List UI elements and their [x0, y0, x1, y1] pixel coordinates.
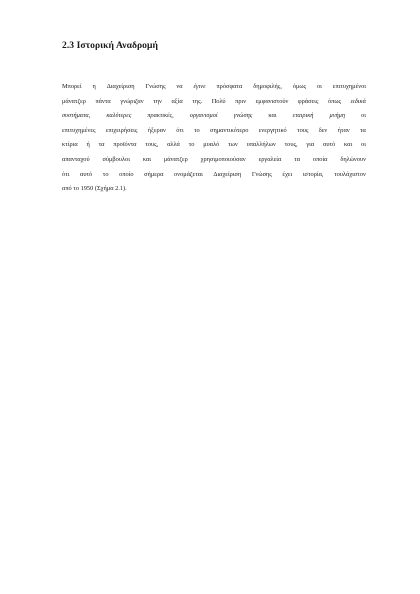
word: πρόσφατα: [216, 83, 243, 90]
word: ενεργητικό: [258, 126, 287, 134]
word: μυαλό: [203, 141, 220, 149]
word: τα: [360, 126, 366, 134]
paragraph-line-5: [62, 138, 366, 153]
word: αυτό: [80, 170, 93, 178]
word: ή: [86, 141, 90, 149]
word: τους: [297, 126, 309, 134]
word: ότι: [176, 126, 184, 134]
word: προϊόντα: [113, 141, 137, 149]
word-italic: καλύτερες: [106, 112, 132, 120]
word: των: [228, 141, 238, 149]
word: δημοφιλής,: [253, 83, 282, 90]
word: οι: [361, 141, 366, 149]
word: το: [193, 126, 200, 134]
word: δηλώνουν: [340, 155, 366, 163]
paragraph-line-1: [62, 80, 366, 95]
word: από το 1950 (Σχήμα 2.1).: [62, 185, 127, 193]
word: ήξεραν: [147, 126, 166, 134]
word: να: [176, 83, 183, 90]
paragraph-line-6: [62, 153, 366, 168]
word: όμως: [292, 83, 307, 90]
word: τους,: [145, 141, 159, 149]
word-italic: ειδικά: [350, 97, 366, 105]
body-paragraph: [62, 80, 366, 197]
section-heading: 2.3 Ιστορική Αναδρομή: [62, 40, 159, 51]
word: ιστορία,: [302, 170, 324, 178]
word: τους,: [284, 141, 298, 149]
word: τα: [98, 141, 105, 149]
word: επιτυχημένες: [62, 126, 96, 134]
paragraph-line-8: [62, 182, 366, 197]
word: σήμερα: [144, 170, 164, 178]
word: ονομάζεται: [173, 170, 203, 178]
word: απανταχού: [62, 155, 90, 163]
word: μάνατζερ: [163, 155, 188, 163]
word: χρησιμοποιούσαν: [200, 155, 246, 163]
word: για: [306, 141, 315, 149]
paragraph-line-7: [62, 168, 366, 183]
word: Γνώσης: [145, 83, 166, 90]
word: αλλά: [167, 141, 180, 149]
word: κτίρια: [62, 141, 78, 149]
word: την: [153, 97, 162, 105]
word-italic: πρακτικές,: [147, 112, 174, 120]
word: και: [344, 141, 353, 149]
word: γνώριζαν: [120, 97, 144, 105]
word: εργαλεία: [258, 155, 282, 163]
word: Διαχείριση: [213, 170, 242, 178]
word: όπως: [327, 97, 342, 105]
word: πριν: [235, 97, 247, 105]
word: οποίο: [119, 170, 134, 178]
word: Πολύ: [211, 97, 226, 105]
paragraph-line-3: [62, 109, 366, 124]
word: επιχειρήσεις: [105, 126, 138, 134]
word-italic: εταιρική: [292, 112, 314, 120]
word: αξία: [171, 97, 183, 105]
word: οποία: [312, 155, 328, 163]
word: και: [268, 112, 277, 120]
word: σύμβουλοι: [102, 155, 130, 163]
word: οι: [316, 83, 322, 90]
paragraph-line-2: [62, 95, 366, 110]
word: ήταν: [337, 126, 350, 134]
word: της.: [192, 97, 203, 105]
word: οι: [361, 112, 366, 120]
word-italic: μνήμη: [329, 112, 346, 120]
word-italic: έγινε: [193, 83, 206, 90]
word: το: [102, 170, 109, 178]
word: τουλάχιστον: [334, 170, 366, 178]
word: επιτυχημένοι: [332, 83, 366, 90]
word: φράσεις: [297, 97, 319, 105]
paragraph-line-4: [62, 124, 366, 139]
word: ότι: [62, 170, 70, 178]
word: Γνώσης: [251, 170, 272, 178]
word-italic: γνώσης: [233, 112, 253, 120]
word: Μπορεί: [62, 83, 82, 90]
word: σημαντικότερο: [210, 126, 249, 134]
word: εμφανιστούν: [255, 97, 289, 105]
word-italic: οργανισμοί: [189, 112, 218, 120]
word: Διαχείριση: [106, 83, 135, 90]
word: η: [92, 83, 96, 90]
word: υπαλλήλων: [246, 141, 276, 149]
word: πάντα: [95, 97, 111, 105]
word: αυτό: [323, 141, 336, 149]
word-italic: συστήματα,: [62, 112, 91, 120]
word: μάνατζερ: [62, 97, 86, 105]
word: και: [142, 155, 151, 163]
word: έχει: [282, 170, 293, 178]
word: το: [188, 141, 195, 149]
word: τα: [294, 155, 301, 163]
word: δεν: [318, 126, 328, 134]
